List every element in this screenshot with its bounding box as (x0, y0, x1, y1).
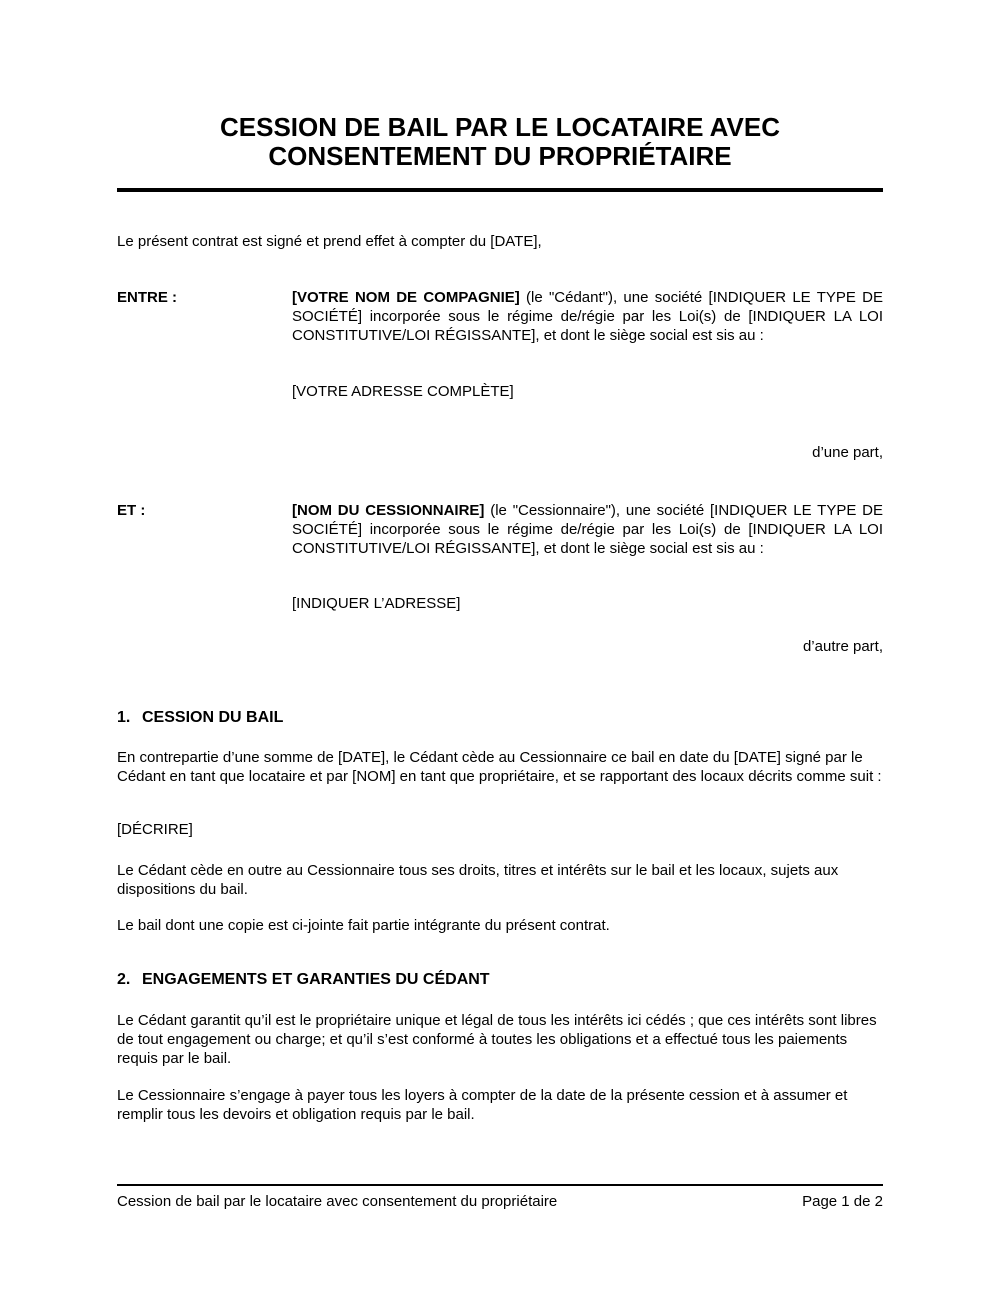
section-1-paragraph-3: Le Cédant cède en outre au Cessionnaire tous ses droits, titres et intérêts sur le bail et les locaux, sujets aux dispositions du bail. (117, 862, 839, 898)
party-1-address: [VOTRE ADRESSE COMPLÈTE] (292, 383, 514, 400)
party-1-description-text: (le "Cédant"), une société [INDIQUER LE TYPE DE SOCIÉTÉ] incorporée sous le régime de/régie par les Loi(s) de [INDIQUER LA LOI CONSTITUTIVE/LOI RÉGISSANTE], et dont le siège social est sis au : (292, 289, 883, 344)
section-1-title: CESSION DU BAIL (142, 709, 284, 726)
section-1-paragraph-4: Le bail dont une copie est ci-jointe fait partie intégrante du présent contrat. (117, 917, 610, 934)
party-2-description (292, 501, 883, 558)
section-2-heading (117, 970, 883, 990)
party-2-description-text: (le "Cessionnaire"), une société [INDIQUER LE TYPE DE SOCIÉTÉ] incorporée sous le régime de/régie par les Loi(s) de [INDIQUER LA LOI CONSTITUTIVE/LOI RÉGISSANTE], et dont le siège social est sis au : (292, 502, 883, 557)
section-2-number: 2. (117, 971, 131, 988)
page-title-line-1: CESSION DE BAIL PAR LE LOCATAIRE AVEC (219, 112, 780, 142)
section-1-paragraph-1: En contrepartie d’une somme de [DATE], le Cédant cède au Cessionnaire ce bail en date du [DATE] signé par le Cédant en tant que locataire et par [NOM] en tant que propriétaire, et se rapportant des locaux décrits comme suit : (117, 749, 882, 785)
section-1-paragraph-2: [DÉCRIRE] (117, 821, 193, 838)
party-2-address: [INDIQUER L’ADRESSE] (292, 595, 461, 612)
party-2-side-note: d’autre part, (802, 638, 883, 655)
party-1-description (292, 288, 883, 345)
page-title (0, 113, 1000, 171)
party-2-name: [NOM DU CESSIONNAIRE] (292, 502, 485, 519)
section-2-paragraph-2: Le Cessionnaire s’engage à payer tous les loyers à compter de la date de la présente cession et à assumer et remplir tous les devoirs et obligation requis par le bail. (117, 1087, 848, 1123)
intro-paragraph: Le présent contrat est signé et prend effet à compter du [DATE], (117, 233, 542, 250)
section-2-title: ENGAGEMENTS ET GARANTIES DU CÉDANT (142, 971, 490, 988)
footer-page-number: Page 1 de 2 (802, 1193, 883, 1210)
party-2-label: ET : (117, 502, 146, 519)
section-1-number: 1. (117, 709, 131, 726)
section-1-heading (117, 708, 883, 728)
party-1-side-note: d’une part, (812, 444, 883, 461)
section-2-paragraph-1: Le Cédant garantit qu’il est le propriétaire unique et légal de tous les intérêts ici cédés ; que ces intérêts sont libres de tout engagement ou charge; et qu’il s’est conformé à toutes les obligations et a effectué tous les paiements requis par le bail. (117, 1012, 877, 1067)
party-1-name: [VOTRE NOM DE COMPAGNIE] (292, 289, 520, 306)
footer-divider (117, 1184, 883, 1186)
page-footer (117, 1192, 883, 1211)
title-divider (117, 188, 883, 192)
page-title-line-2: CONSENTEMENT DU PROPRIÉTAIRE (268, 141, 732, 171)
footer-document-title: Cession de bail par le locataire avec consentement du propriétaire (117, 1193, 558, 1210)
party-1-label: ENTRE : (117, 289, 177, 306)
